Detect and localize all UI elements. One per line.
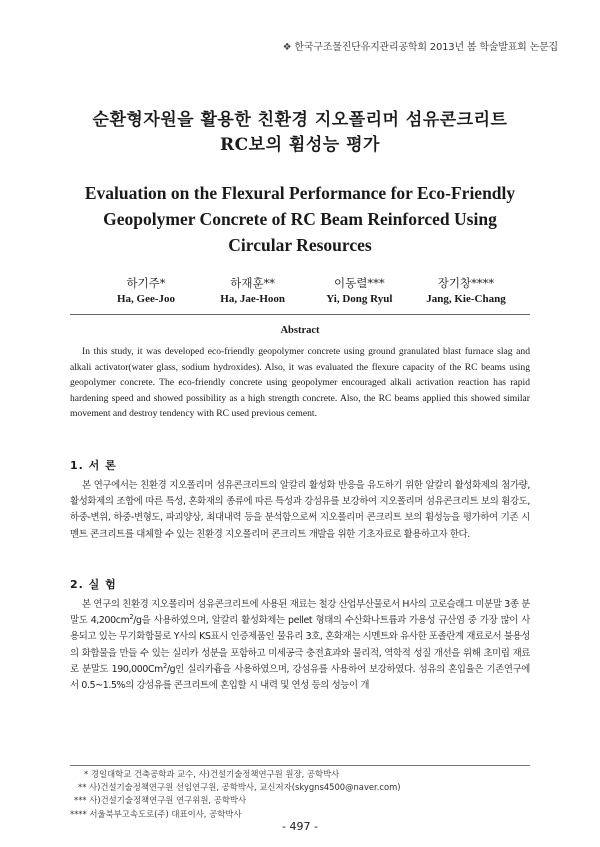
author-list: [96, 274, 516, 306]
footnotes: [70, 768, 530, 821]
english-title-line-1: Evaluation on the Flexural Performance for Eco-Friendly: [84, 183, 516, 203]
superscript: 2: [162, 661, 167, 670]
english-title-line-3: Circular Resources: [228, 235, 372, 255]
diamond-bullet-icon: ❖: [282, 42, 292, 53]
running-header-text: 한국구조물진단유지관리공학회 2013년 봄 학술발표회 논문집: [294, 42, 558, 53]
footnote-2: ** 사)건설기술정책연구원 선임연구원, 공학박사, 교신저자(skygns4500@naver.com): [78, 782, 401, 793]
page-number: - 497 -: [282, 820, 318, 833]
author-1: [96, 274, 196, 306]
author-name-en: Ha, Jae-Hoon: [220, 293, 286, 305]
section-1-heading: 1. 서 론: [70, 459, 117, 472]
author-name-en: Jang, Kie-Chang: [426, 293, 506, 305]
footnote-divider: [70, 765, 530, 766]
section-1-body: 본 연구에서는 친환경 지오폴리머 섬유콘크리트의 알칼리 활성화 반응을 유도하기 위한 알칼리 활성화제의 첨가량, 활성화제의 조합에 따른 특성, 혼화재의 종류에 따른 특성과 강섬유를 보강하여 지오폴리머 섬유콘크리트 보의 휨강도, 하중-변위, 하중-변형도, 파괴양상, 최대내력 등을 분석함으로써 지오폴리머 콘크리트 보의 휨성능을 평가하여 기존 시멘트 콘크리트를 대체할 수 있는 친환경 지오폴리머 콘크리트 개발을 위한 기초자료로 활용하고자 한다.: [70, 480, 530, 540]
section-2-body-part-a: 본 연구의 친환경 지오폴리머 섬유콘크리트에 사용된 재료는 철강 산업부산물로서 H사의 고로슬래그 미분말 3종 분말도 4,200cm: [70, 599, 530, 627]
abstract-divider: [70, 314, 530, 315]
korean-title-line-1: 순환형자원을 활용한 친환경 지오폴리머 섬유콘크리트: [92, 110, 508, 130]
author-name-ko: 장기창****: [437, 276, 495, 290]
author-2: [203, 274, 303, 306]
author-4: [416, 274, 516, 306]
english-title: [0, 180, 600, 258]
english-title-line-2: Geopolymer Concrete of RC Beam Reinforced Using: [103, 209, 497, 229]
section-2-body: [70, 597, 530, 694]
author-name-ko: 하재훈**: [230, 276, 276, 290]
section-2-body-part-b: /g을 사용하였으며, 알칼리 활성화제는 pellet 형태의 수산화나트륨과 가용성 규산염 중 가장 많이 사용되고 있는 무기화합물로 Y사의 KS표시 인증제품인 물유리 3호, 혼화재는 시멘트와 유사한 포졸란계 재료로서 불용성의 화합물을 만들 수 있는 실리카 성분을 포함하고 미세공극 충전효과와 물리적, 역학적 성질 개선을 위해 초미립 재료로 분말도 190,000Cm: [70, 615, 530, 675]
author-name-ko: 이동렬***: [334, 276, 385, 290]
author-name-en: Ha, Gee-Joo: [116, 293, 176, 305]
superscript: 2: [129, 613, 134, 622]
section-2-heading: 2. 실 험: [70, 578, 117, 591]
author-3: [309, 274, 409, 306]
korean-title: [0, 108, 600, 158]
footnote-4: **** 서울북부고속도로(주) 대표이사, 공학박사: [70, 808, 242, 819]
abstract-text: In this study, it was developed eco-friendly geopolymer concrete using ground granulated blast furnace slag and alkali activator(water glass, sodium hydroxides). Also, it was evaluated the flexure capacity of the RC beams using geopolymer concrete. The eco-friendly concrete using geopolymer encouraged alkali activation reaction has rapid hardening speed and showed possibility as a high strength concrete. Also, the RC beams applied this showed similar movement and destroy tendency with RC used previous cement.: [70, 346, 530, 420]
author-name-en: Yi, Dong Ryul: [326, 293, 393, 305]
footnote-3: *** 사)건설기술정책연구원 연구위원, 공학박사: [74, 795, 247, 806]
korean-title-line-2: RC보의 휨성능 평가: [220, 135, 380, 155]
section-2-body-part-c: /g인 실리카흄을 사용하였으며, 강섬유를 사용하여 보강하였다. 섬유의 혼입율은 기존연구에서 0.5~1.5%의 강섬유를 콘크리트에 혼입할 시 내력 및 연성 등의 성능이 개: [70, 663, 530, 692]
abstract-heading: Abstract: [280, 325, 320, 336]
author-name-ko: 하기주*: [126, 276, 166, 290]
running-header: [283, 38, 558, 53]
footnote-1: * 경일대학교 건축공학과 교수, 사)건설기술정책연구원 원장, 공학박사: [84, 769, 340, 779]
